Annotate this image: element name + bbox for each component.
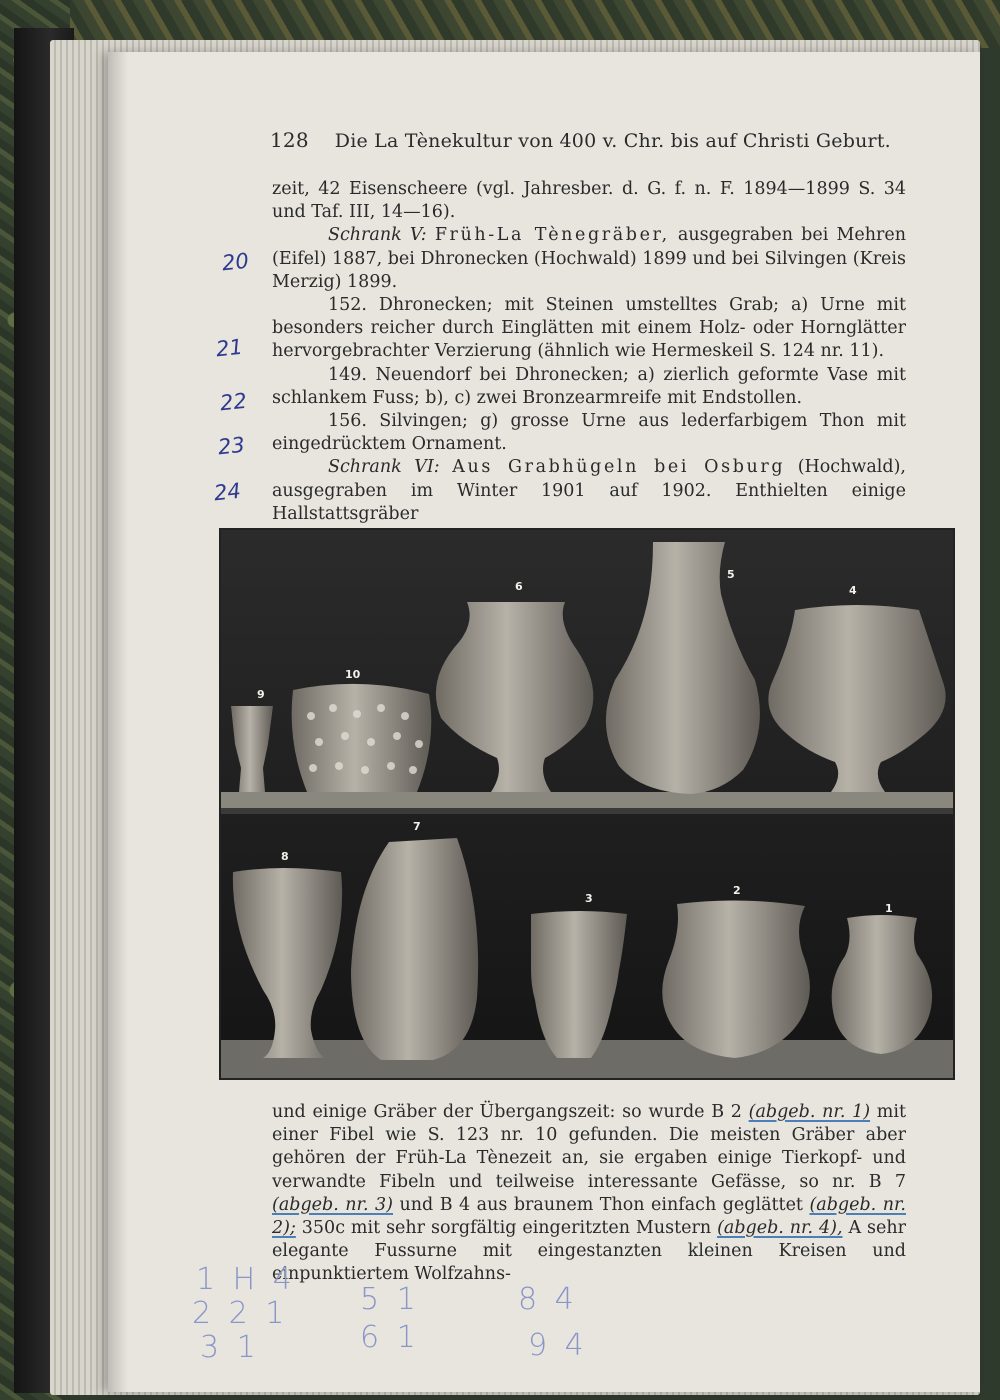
running-head <box>270 128 910 152</box>
margin-note-24: 24 <box>212 478 242 506</box>
bottom-text-block <box>272 1101 906 1287</box>
label-5: 5 <box>727 568 735 581</box>
pencil-note-4: 5 1 <box>360 1282 420 1317</box>
paragraph-1: zeit, 42 Eisenscheere (vgl. Jahresber. d. G. f. n. F. 1894—1899 S. 34 und Taf. III, 14—16). <box>272 179 906 223</box>
label-4: 4 <box>849 584 857 597</box>
paragraph-152: 152. Dhronecken; mit Steinen umstelltes Grab; a) Urne mit besonders reicher durch Einglätten mit einem Holz- oder Hornglätter hervorgebrachter Verzierung (ähnlich wie Hermeskeil S. 124 nr. 11). <box>272 295 906 362</box>
label-2: 2 <box>733 884 741 897</box>
schrank-vi-label: Schrank VI: <box>328 457 440 478</box>
schrank-vi-text: (Hochwald), ausgegraben im Winter 1901 auf 1902. Enthielten einige Hallstattsgräber <box>272 457 906 524</box>
label-3: 3 <box>585 892 593 905</box>
label-6: 6 <box>515 580 523 593</box>
text-seg-4: 350c mit sehr sorgfältig eingeritzten Mustern <box>295 1218 718 1239</box>
text-seg-3: und B 4 aus braunem Thon einfach geglättet <box>393 1194 810 1215</box>
pencil-note-5: 6 1 <box>360 1320 420 1355</box>
label-9: 9 <box>257 688 265 701</box>
schrank-v-title: Früh-La Tènegräber, <box>434 225 670 246</box>
label-8: 8 <box>281 850 289 863</box>
ref-abgeb-4: (abgeb. nr. 4), <box>717 1218 843 1239</box>
pencil-note-1: 1 H 4 <box>196 1262 296 1297</box>
schrank-v-label: Schrank V: <box>328 225 427 246</box>
pottery-photograph <box>221 530 953 1078</box>
margin-note-23: 23 <box>216 432 246 460</box>
top-text-block <box>272 178 906 526</box>
schrank-vi-title: Aus Grabhügeln bei Osburg <box>452 457 786 478</box>
text-seg-2: mit einer Fibel wie S. 123 nr. 10 gefunden. Die meisten Gräber aber gehören der Früh-La Tènezeit an, sie ergaben einige Tierkopf- und verwandte Fibeln und teilweise interessante Gefässe, so nr. B 7 <box>272 1102 906 1192</box>
vessel-2 <box>662 900 810 1058</box>
running-head-title: Die La Tènekultur von 400 v. Chr. bis auf Christi Geburt. <box>334 130 891 152</box>
pencil-note-6: 8 4 <box>518 1282 578 1317</box>
label-1: 1 <box>885 902 893 915</box>
paragraph-schrank-vi <box>272 456 906 526</box>
label-7: 7 <box>413 820 421 833</box>
paragraph-156: 156. Silvingen; g) grosse Urne aus lederfarbigem Thon mit eingedrücktem Ornament. <box>272 411 906 455</box>
paragraph-149: 149. Neuendorf bei Dhronecken; a) zierlich geformte Vase mit schlankem Fuss; b), c) zwei Bronzearmreife mit Endstollen. <box>272 364 906 408</box>
ref-abgeb-2: (abgeb. nr. 2); <box>272 1194 906 1239</box>
vessel-10 <box>292 684 432 792</box>
label-10: 10 <box>345 668 361 681</box>
ref-abgeb-1: (abgeb. nr. 1) <box>748 1102 871 1122</box>
photo-plate <box>219 528 955 1080</box>
margin-note-20: 20 <box>220 248 250 276</box>
text-seg-1: und einige Gräber der Übergangszeit: so wurde B 2 <box>272 1102 749 1122</box>
text-seg-5: A sehr elegante Fussurne mit eingestanzten kleinen Kreisen und einpunktiertem Wolfzahns- <box>272 1218 906 1285</box>
upper-shelf <box>221 792 953 808</box>
page-number: 128 <box>270 128 309 152</box>
pencil-note-7: 9 4 <box>528 1328 588 1363</box>
paragraph-schrank-v <box>272 224 906 294</box>
ref-abgeb-3: (abgeb. nr. 3) <box>272 1194 393 1215</box>
margin-note-21: 21 <box>214 334 244 362</box>
pencil-note-3: 3 1 <box>200 1330 260 1365</box>
schrank-v-text: ausgegraben bei Mehren (Eifel) 1887, bei Dhronecken (Hochwald) 1899 und bei Silvingen (Kreis Merzig) 1899. <box>272 225 906 292</box>
page-fold-shadow <box>108 52 128 1392</box>
paragraph-osburg <box>272 1101 906 1287</box>
margin-note-22: 22 <box>218 388 248 416</box>
pencil-note-2: 2 2 1 <box>192 1296 289 1331</box>
